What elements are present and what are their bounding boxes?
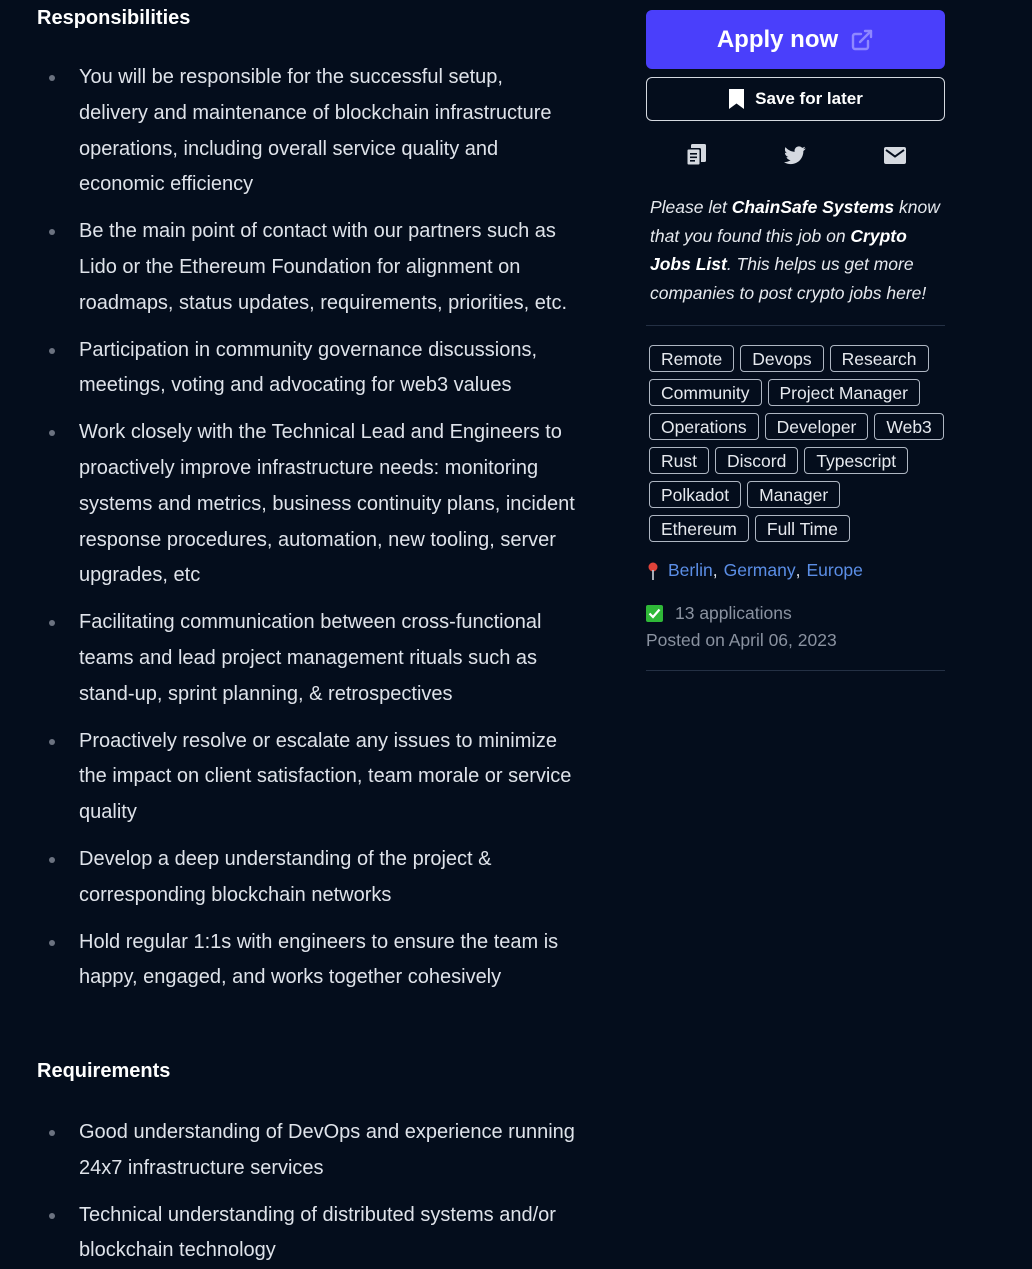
copy-icon: [685, 143, 707, 167]
list-item: Good understanding of DevOps and experience running 24x7 infrastructure services: [37, 1115, 577, 1187]
tag-devops[interactable]: Devops: [740, 345, 823, 372]
tag-operations[interactable]: Operations: [649, 413, 759, 440]
list-item: Work closely with the Technical Lead and Engineers to proactively improve infrastructure needs: monitoring systems and metrics, business continuity plans, incident response procedures, automation, new tooling, server upgrades, etc: [37, 415, 577, 594]
tag-full-time[interactable]: Full Time: [755, 515, 850, 542]
divider: [646, 670, 945, 671]
tag-remote[interactable]: Remote: [649, 345, 734, 372]
list-item: You will be responsible for the successful setup, delivery and maintenance of blockchain infrastructure operations, including overall service quality and economic efficiency: [37, 60, 577, 203]
check-icon: [646, 605, 663, 622]
email-share-button[interactable]: [884, 147, 906, 164]
tag-ethereum[interactable]: Ethereum: [649, 515, 749, 542]
list-item: Facilitating communication between cross-functional teams and lead project management rituals such as stand-up, sprint planning, & retrospectives: [37, 605, 577, 712]
apply-now-button[interactable]: Apply now: [646, 10, 945, 69]
list-item: Proactively resolve or escalate any issues to minimize the impact on client satisfaction, team morale or service quality: [37, 724, 577, 831]
share-row: [646, 135, 945, 175]
promo-text: Please let ChainSafe Systems know that you found this job on Crypto Jobs List. This helps us get more companies to post crypto jobs here!: [650, 197, 940, 303]
location-region-link[interactable]: Europe: [806, 560, 863, 580]
list-item: Develop a deep understanding of the project & corresponding blockchain networks: [37, 842, 577, 914]
bullet-icon: [49, 620, 55, 626]
tag-discord[interactable]: Discord: [715, 447, 798, 474]
requirements-heading: Requirements: [37, 1060, 171, 1082]
bullet-icon: [49, 857, 55, 863]
site-name: Crypto Jobs List: [650, 225, 907, 274]
bookmark-icon: [728, 88, 745, 110]
pin-icon: [646, 562, 660, 580]
tag-manager[interactable]: Manager: [747, 481, 840, 508]
applications-count: 13 applications: [646, 603, 945, 624]
bullet-icon: [49, 348, 55, 354]
responsibilities-list: [37, 60, 577, 1007]
tag-typescript[interactable]: Typescript: [804, 447, 908, 474]
tag-polkadot[interactable]: Polkadot: [649, 481, 741, 508]
list-item: Hold regular 1:1s with engineers to ensure the team is happy, engaged, and works together cohesively: [37, 925, 577, 997]
copy-link-button[interactable]: [685, 143, 707, 167]
tag-rust[interactable]: Rust: [649, 447, 709, 474]
tag-project-manager[interactable]: Project Manager: [768, 379, 920, 406]
bullet-icon: [49, 75, 55, 81]
mail-icon: [884, 147, 906, 164]
responsibilities-heading: Responsibilities: [37, 7, 191, 29]
location-city-link[interactable]: Berlin: [668, 560, 713, 580]
job-sidebar: [646, 10, 945, 671]
bullet-icon: [49, 739, 55, 745]
bullet-icon: [49, 1213, 55, 1219]
location-country-link[interactable]: Germany: [723, 560, 796, 580]
tag-community[interactable]: Community: [649, 379, 762, 406]
bullet-icon: [49, 430, 55, 436]
job-location: Berlin , Germany , Europe: [646, 560, 945, 581]
list-item: Be the main point of contact with our partners such as Lido or the Ethereum Foundation for alignment on roadmaps, status updates, requirements, priorities, etc.: [37, 214, 577, 321]
bullet-icon: [49, 229, 55, 235]
posted-date: Posted on April 06, 2023: [646, 630, 837, 650]
tag-research[interactable]: Research: [830, 345, 929, 372]
external-link-icon: [850, 28, 874, 52]
twitter-icon: [784, 146, 806, 165]
company-name: ChainSafe Systems: [731, 197, 895, 217]
list-item: Technical understanding of distributed systems and/or blockchain technology: [37, 1198, 577, 1269]
bullet-icon: [49, 1130, 55, 1136]
tag-developer[interactable]: Developer: [765, 413, 869, 440]
save-for-later-button[interactable]: Save for later: [646, 77, 945, 121]
bullet-icon: [49, 940, 55, 946]
list-item: Participation in community governance discussions, meetings, voting and advocating for web3 values: [37, 333, 577, 405]
tag-list: [646, 326, 945, 542]
tag-web3[interactable]: Web3: [874, 413, 943, 440]
twitter-share-button[interactable]: [784, 146, 806, 165]
requirements-list: [37, 1115, 577, 1269]
